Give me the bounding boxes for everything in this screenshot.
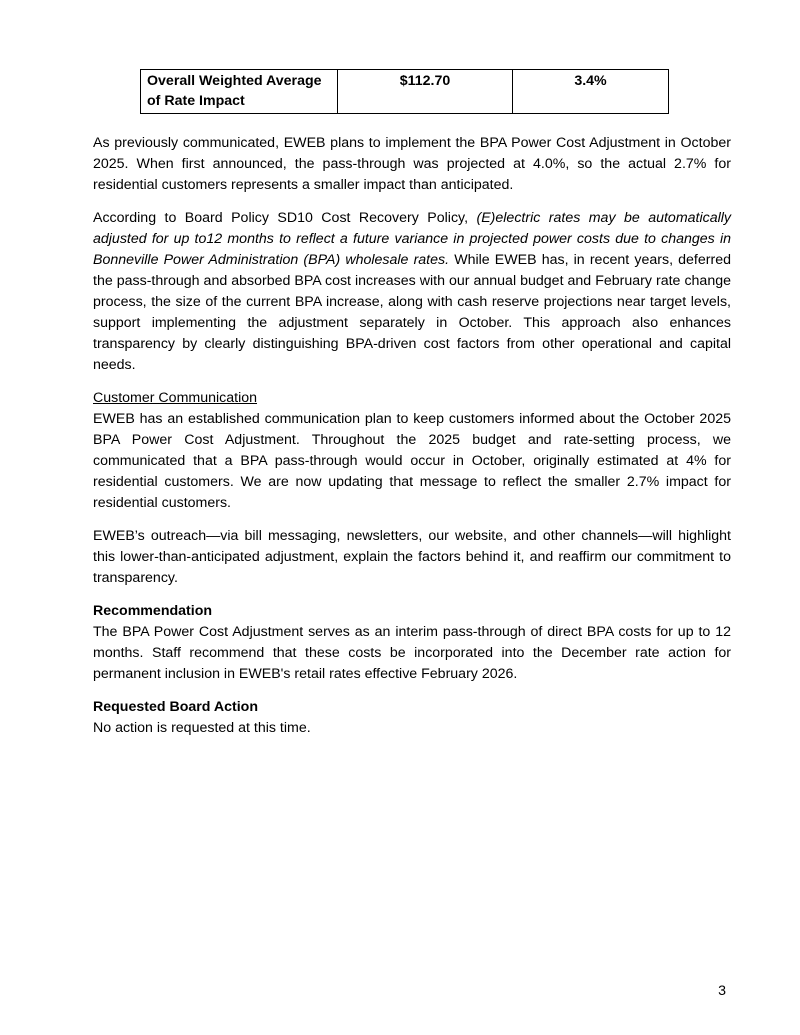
- paragraph-intro: As previously communicated, EWEB plans to implement the BPA Power Cost Adjustment in October 2025. When first announced, the pass-through was projected at 4.0%, so the actual 2.7% for residential customers represents a smaller impact than anticipated.: [93, 135, 731, 193]
- rate-impact-table: [140, 69, 669, 114]
- table-cell-dollar-value: $112.70: [338, 70, 513, 114]
- section-recommendation: [93, 601, 731, 685]
- table-row: [141, 70, 669, 114]
- heading-recommendation: Recommendation: [93, 603, 213, 619]
- paragraph-requested-board-action: No action is requested at this time.: [93, 720, 311, 736]
- table-cell-percent-value: 3.4%: [513, 70, 669, 114]
- page-number: 3: [718, 983, 726, 999]
- section-customer-communication: [93, 388, 731, 514]
- paragraph-policy: [93, 208, 731, 376]
- heading-requested-board-action: Requested Board Action: [93, 699, 259, 715]
- section-requested-board-action: [93, 697, 731, 739]
- policy-text-prefix: According to Board Policy SD10 Cost Recovery Policy,: [93, 210, 477, 226]
- paragraph-recommendation: The BPA Power Cost Adjustment serves as an interim pass-through of direct BPA costs for up to 12 months. Staff recommend that these costs be incorporated into the December rate action for permanent inclusion in EWEB's retail rates effective February 2026.: [93, 624, 731, 682]
- policy-text-italic-quote: (E)electric rates may be automatically adjusted for up to12 months to reflect a future variance in projected power costs due to changes in Bonneville Power Administration (BPA) wholesale rates.: [93, 210, 731, 268]
- policy-text-rest: While EWEB has, in recent years, deferred the pass-through and absorbed BPA cost increases with our annual budget and February rate change process, the size of the current BPA increase, along with cash reserve projections near target levels, support implementing the adjustment separately in October. This approach also enhances transparency by clearly distinguishing BPA-driven cost factors from other operational and capital needs.: [93, 252, 731, 373]
- paragraph-customer-communication: EWEB has an established communication plan to keep customers informed about the October 2025 BPA Power Cost Adjustment. Throughout the 2025 budget and rate-setting process, we communicated that a BPA pass-through would occur in October, originally estimated at 4% for residential customers. We are now updating that message to reflect the smaller 2.7% impact for residential customers.: [93, 411, 731, 511]
- document-content: [93, 69, 731, 751]
- table-cell-row-label: Overall Weighted Average of Rate Impact: [141, 70, 338, 114]
- heading-customer-communication: Customer Communication: [93, 390, 258, 406]
- paragraph-outreach: EWEB’s outreach—via bill messaging, newsletters, our website, and other channels—will highlight this lower-than-anticipated adjustment, explain the factors behind it, and reaffirm our commitment to transparency.: [93, 528, 731, 586]
